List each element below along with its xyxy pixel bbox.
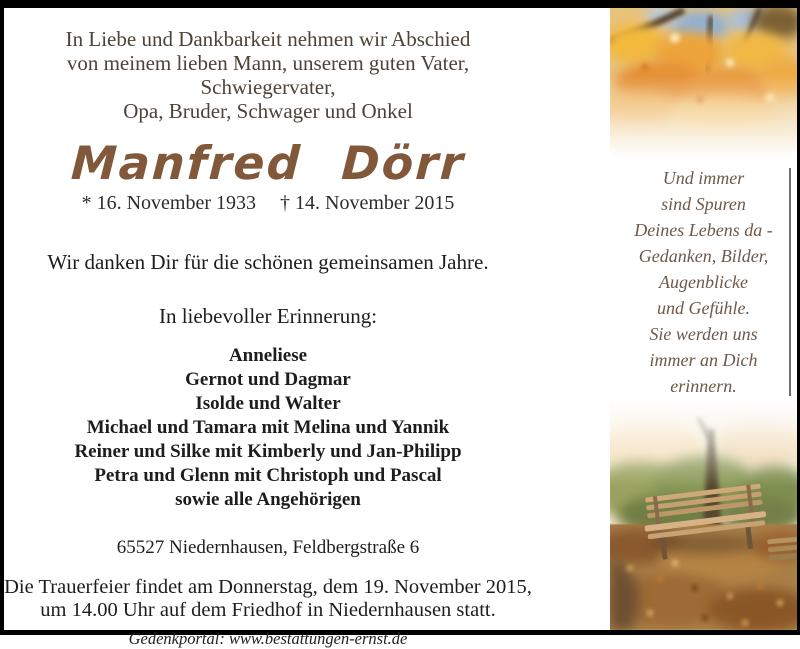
quote-line: Und immer bbox=[662, 168, 745, 189]
quote-line: Augenblicke bbox=[659, 272, 748, 293]
address-line: 65527 Niedernhausen, Feldbergstraße 6 bbox=[116, 537, 420, 558]
intro-line: In Liebe und Dankbarkeit nehmen wir Abschied bbox=[65, 27, 471, 51]
deceased-name: Manfred Dörr bbox=[69, 136, 467, 190]
mourner-line: Isolde und Walter bbox=[195, 393, 341, 414]
sidebar-divider-line bbox=[789, 168, 791, 396]
quote-line: immer an Dich bbox=[649, 350, 758, 371]
quote-line: Sie werden uns bbox=[649, 324, 758, 345]
thanks-line: Wir danken Dir für die schönen gemeinsamen Jahre. bbox=[47, 250, 489, 274]
mourner-line: Gernot und Dagmar bbox=[185, 369, 351, 390]
obituary-main-column bbox=[4, 8, 610, 648]
mourner-line: Reiner und Silke mit Kimberly und Jan-Philipp bbox=[74, 441, 462, 462]
remembrance-heading: In liebevoller Erinnerung: bbox=[158, 304, 378, 328]
mourner-line: sowie alle Angehörigen bbox=[175, 489, 361, 510]
funeral-line: Die Trauerfeier findet am Donnerstag, dem 19. November 2015, bbox=[4, 576, 532, 598]
quote-line: erinnern. bbox=[670, 376, 737, 397]
birth-date: * 16. November 1933 bbox=[81, 192, 256, 214]
intro-line: von meinem lieben Mann, unserem guten Vater, Schwiegervater, bbox=[66, 51, 470, 99]
condolence-quote bbox=[610, 165, 797, 399]
quote-line: sind Spuren bbox=[661, 194, 746, 215]
memorial-portal-text: Gedenkportal: www.bestattungen-ernst.de bbox=[128, 629, 408, 648]
quote-line: Deines Lebens da - bbox=[634, 220, 773, 241]
life-dates bbox=[4, 192, 532, 215]
autumn-canopy-photo bbox=[610, 8, 797, 165]
death-date: † 14. November 2015 bbox=[280, 192, 455, 214]
park-bench-autumn-photo bbox=[610, 399, 797, 630]
intro-text bbox=[4, 27, 532, 123]
mourner-line: Anneliese bbox=[228, 345, 308, 366]
intro-line: Opa, Bruder, Schwager und Onkel bbox=[123, 99, 413, 123]
funeral-info bbox=[4, 576, 532, 622]
mourner-line: Petra und Glenn mit Christoph und Pascal bbox=[94, 465, 442, 486]
mourner-line: Michael und Tamara mit Melina und Yannik bbox=[86, 417, 450, 438]
mourners-list bbox=[4, 344, 532, 512]
sidebar bbox=[610, 8, 797, 630]
quote-line: und Gefühle. bbox=[657, 298, 750, 319]
funeral-line: um 14.00 Uhr auf dem Friedhof in Niedernhausen statt. bbox=[40, 599, 496, 621]
quote-line: Gedanken, Bilder, bbox=[638, 246, 769, 267]
